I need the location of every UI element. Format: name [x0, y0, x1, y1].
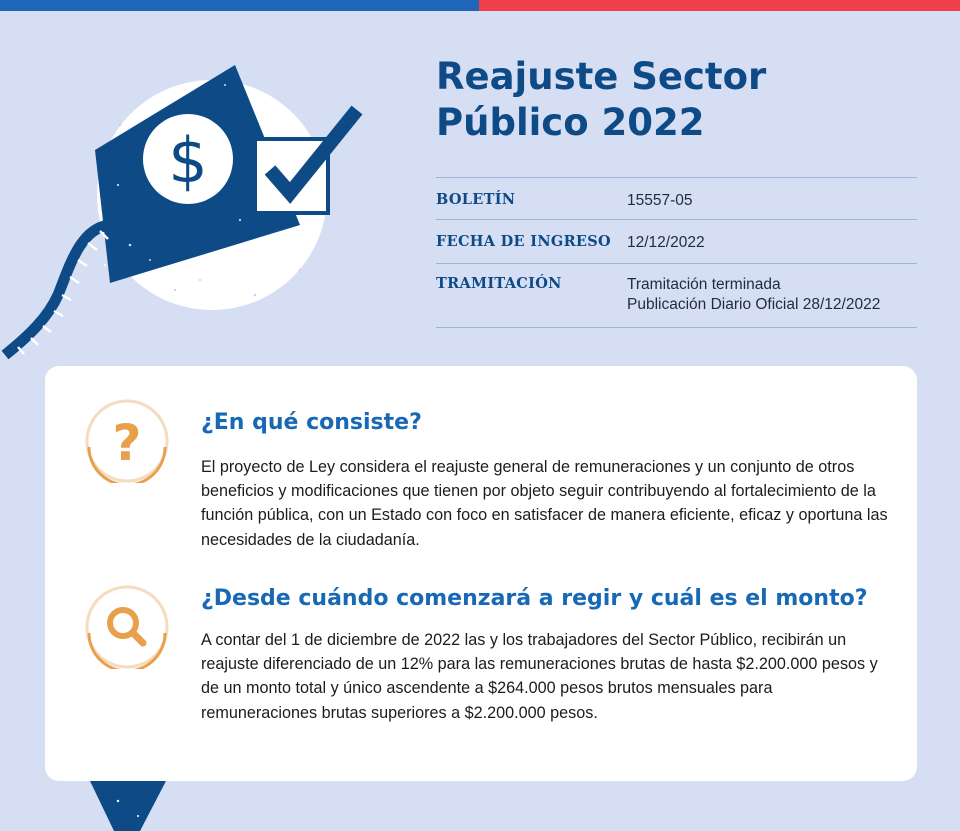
page-title — [436, 54, 916, 146]
boletin-value: 15557-05 — [627, 192, 693, 209]
tramitacion-status: Tramitación terminada — [627, 276, 781, 293]
fecha-value: 12/12/2022 — [627, 234, 705, 251]
info-row-boletin — [436, 178, 917, 220]
top-bar-blue — [0, 0, 479, 11]
section-1-title: ¿En qué consiste? — [201, 410, 422, 435]
content-card — [45, 366, 917, 781]
top-bar-red — [479, 0, 960, 11]
title-line-2: Público 2022 — [436, 101, 705, 144]
info-row-tramitacion — [436, 264, 917, 328]
tramitacion-publication: Publicación Diario Oficial 28/12/2022 — [627, 296, 881, 313]
tramitacion-value — [627, 264, 880, 327]
rope-icon — [5, 225, 108, 355]
price-tag-illustration — [0, 55, 380, 375]
tramitacion-label: TRAMITACIÓN — [436, 275, 562, 292]
svg-text:?: ? — [112, 414, 142, 472]
bottom-tag-decoration — [88, 781, 168, 831]
section-1-body: El proyecto de Ley considera el reajuste general de remuneraciones y un conjunto de otros beneficios y modificaciones que tienen por objeto seguir contribuyendo al fortalecimiento de la función pública, con un Estado con foco en satisfacer de manera eficiente, eficaz y oportuna las necesidades de la ciudadanía. — [201, 458, 888, 549]
section-2-title: ¿Desde cuándo comenzará a regir y cuál es el monto? — [201, 586, 868, 611]
bill-info-table — [436, 177, 917, 328]
section-2-body: A contar del 1 de diciembre de 2022 las y los trabajadores del Sector Público, recibirán un reajuste diferenciado de un 12% para las remuneraciones brutas de hasta $2.200.000 pesos y de un monto total y único ascendente a $264.000 pesos brutos mensuales para remuneraciones brutas superiores a $2.200.000 pesos. — [201, 631, 878, 722]
boletin-label: BOLETÍN — [436, 191, 516, 208]
fecha-label: FECHA DE INGRESO — [436, 233, 611, 250]
question-icon — [85, 399, 169, 483]
search-icon — [85, 585, 169, 669]
top-color-bar — [0, 0, 960, 11]
dollar-icon: $ — [168, 124, 208, 197]
title-line-1: Reajuste Sector — [436, 55, 767, 98]
info-row-fecha — [436, 220, 917, 264]
